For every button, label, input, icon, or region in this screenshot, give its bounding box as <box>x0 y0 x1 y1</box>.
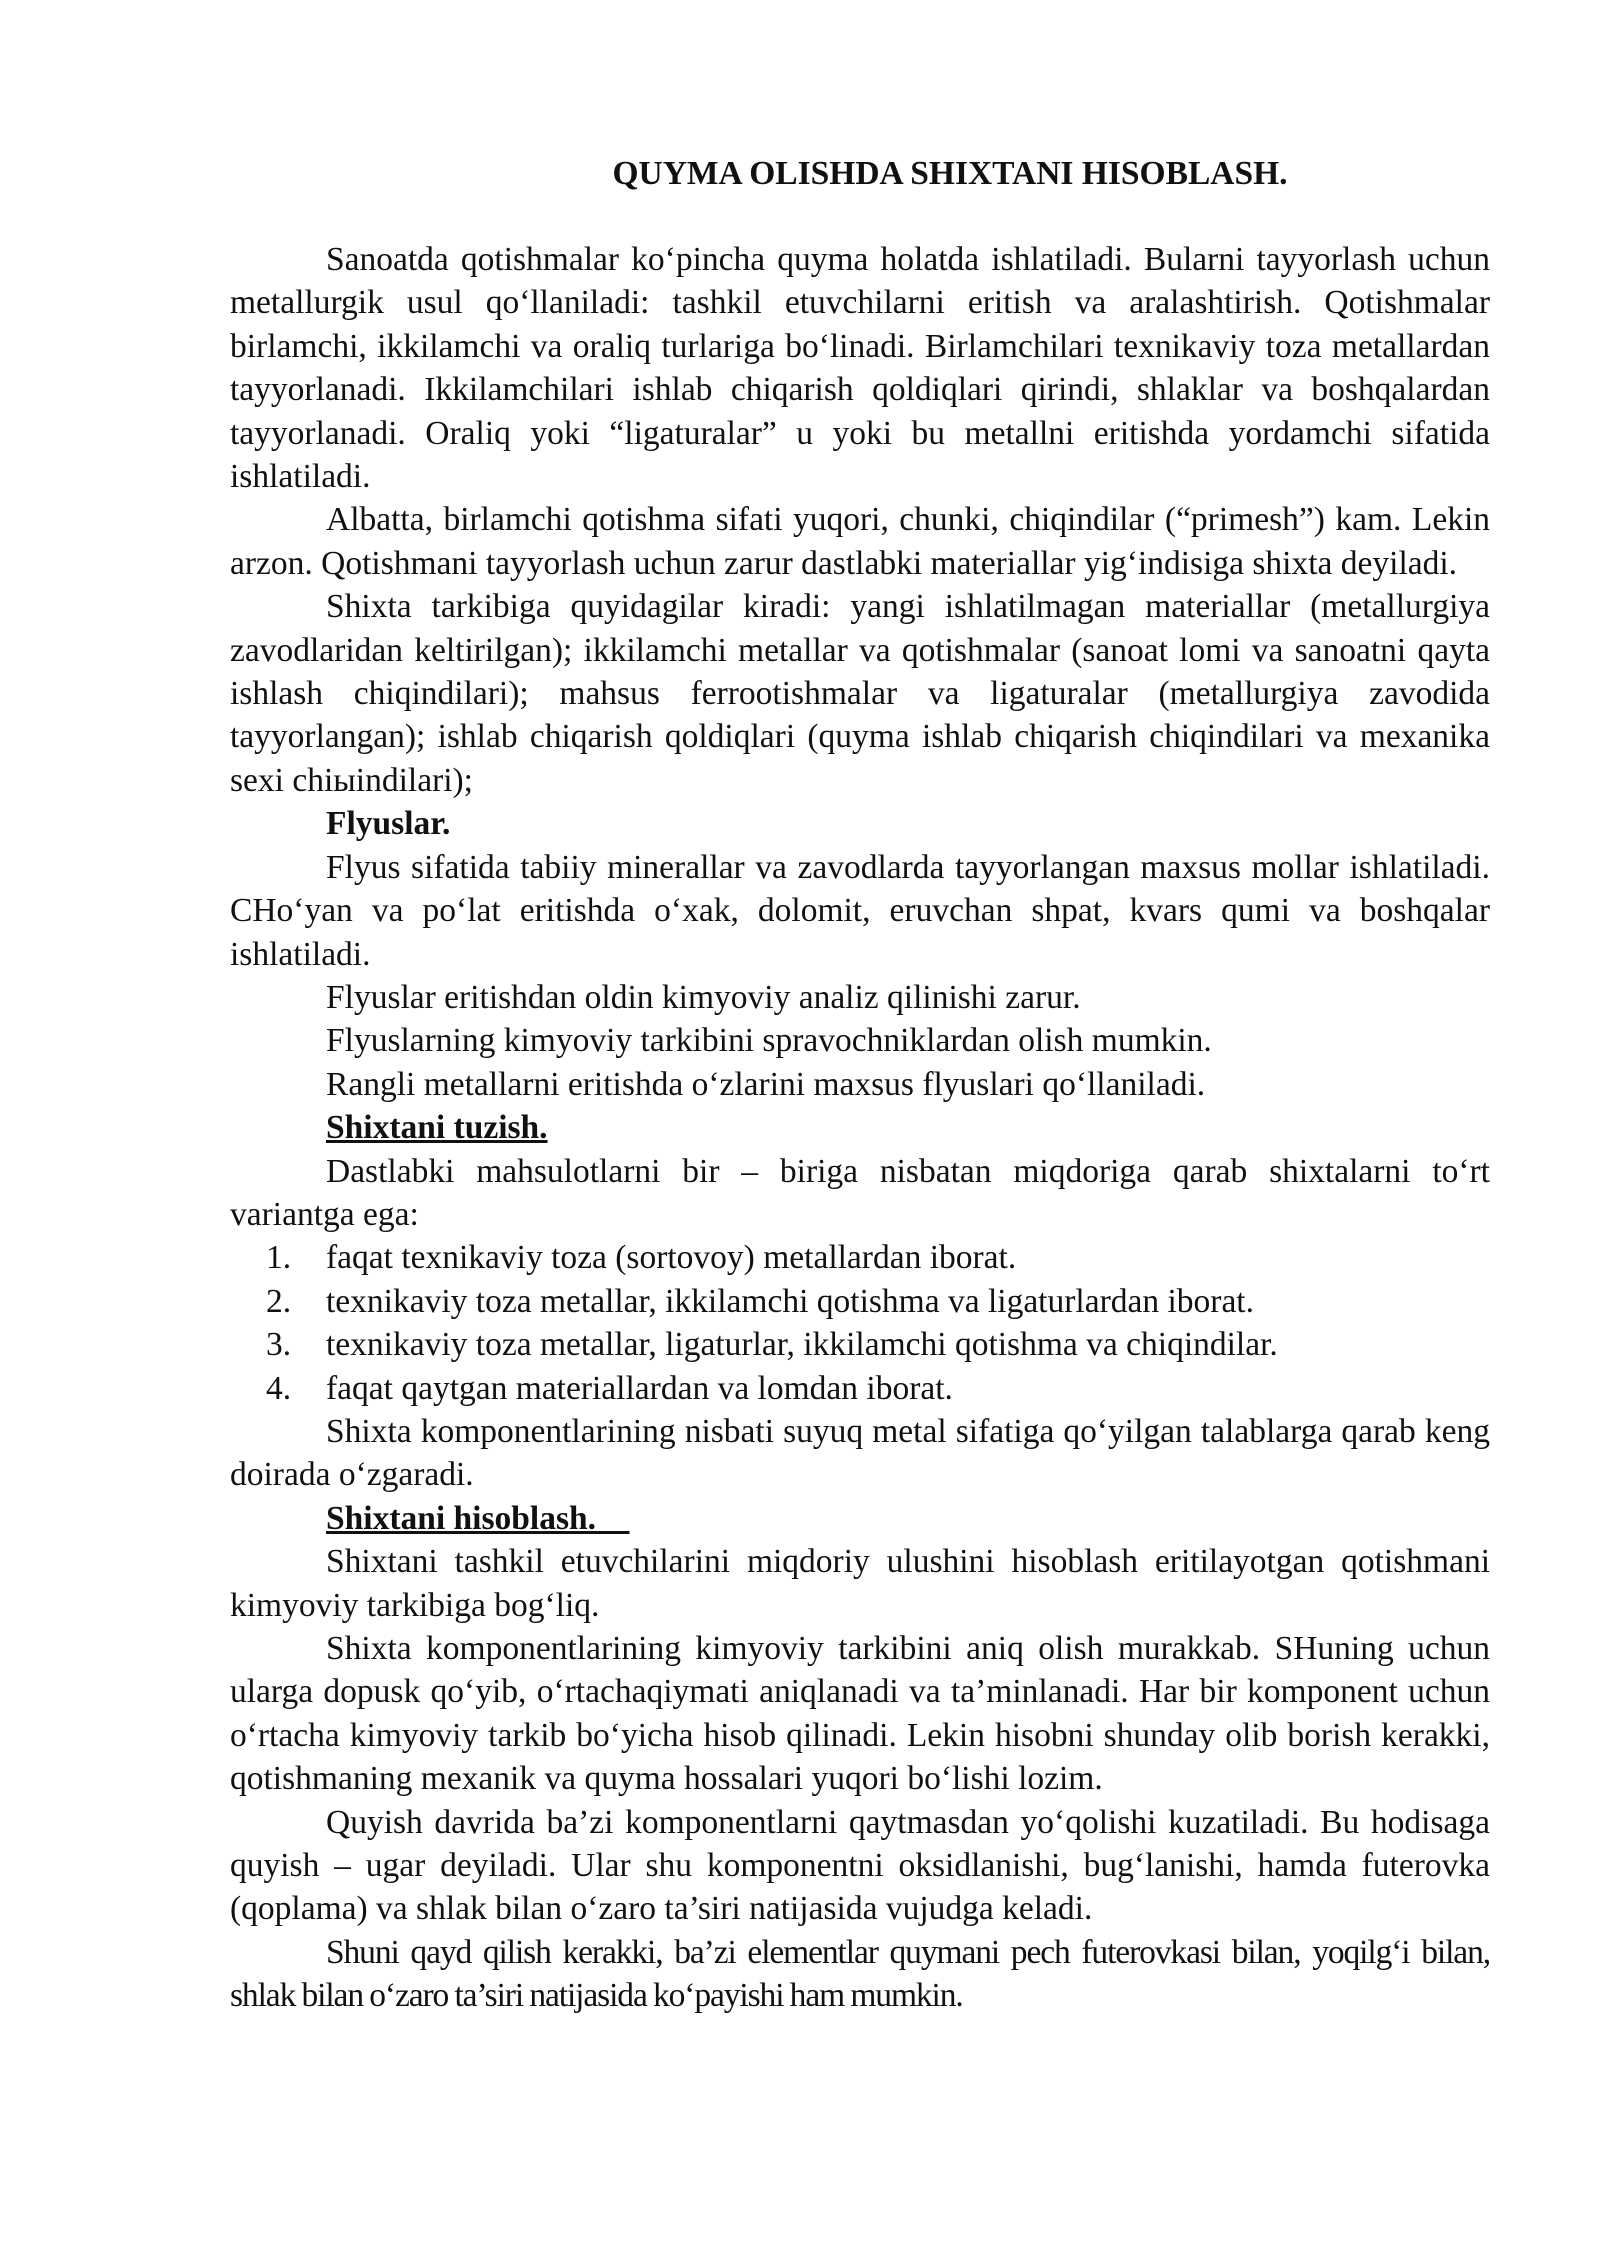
list-item <box>230 1236 1490 1279</box>
list-item-text: faqat texnikaviy toza (sortovoy) metallardan iborat. <box>326 1239 1017 1277</box>
paragraph: Shuni qayd qilish kerakki, ba’zi elementlar quymani pech futerovkasi bilan, yoqilg‘i bilan, shlak bilan o‘zaro ta’siri natijasida ko‘payishi ham mumkin. <box>230 1933 1490 2015</box>
heading-text: Shixtani hisoblash. <box>326 1499 596 1537</box>
paragraph: Quyish davrida ba’zi komponentlarni qaytmasdan yo‘qolishi kuzatiladi. Bu hodisaga quyish – ugar deyiladi. Ular shu komponentni oksidlanishi, bug‘lanishi, hamda futerovka (qoplama) va shlak bilan o‘zaro ta’siri natijasida vujudga keladi. <box>230 1803 1490 1928</box>
list-item <box>230 1323 1490 1366</box>
list-number: 2. <box>266 1282 292 1320</box>
list-number: 1. <box>266 1239 292 1277</box>
paragraph: Shixta tarkibiga quyidagilar kiradi: yangi ishlatilmagan materiallar (metallurgiya zavodlaridan keltirilgan); ikkilamchi metallar va qotishmalar (sanoat lomi va sanoatni qayta ishlash chiqindilari); mahsus ferrootishmalar va ligaturalar (metallurgiya zavodida tayyorlangan); ishlab chiqarish qoldiqlari (quyma ishlab chiqarish chiqindilari va mexanika sexi chiыindilari); <box>230 588 1490 799</box>
paragraph: Sanoatda qotishmalar ko‘pincha quyma holatda ishlatiladi. Bularni tayyorlash uchun metallurgik usul qo‘llaniladi: tashkil etuvchilarni eritish va aralashtirish. Qotishmalar birlamchi, ikkilamchi va oraliq turlariga bo‘linadi. Birlamchilari texnikaviy toza metallardan tayyorlanadi. Ikkilamchilari ishlab chiqarish qoldiqlari qirindi, shlaklar va boshqalardan tayyorlanadi. Oraliq yoki “ligaturalar” u yoki bu metallni eritishda yordamchi sifatida ishlatiladi. <box>230 241 1490 496</box>
document-page <box>230 140 1490 2018</box>
list-item-text: texnikaviy toza metallar, ikkilamchi qotishma va ligaturlardan iborat. <box>326 1282 1254 1320</box>
list-item-text: texnikaviy toza metallar, ligaturlar, ikkilamchi qotishma va chiqindilar. <box>326 1326 1278 1364</box>
list-item-text: faqat qaytgan materiallardan va lomdan iborat. <box>326 1369 953 1407</box>
list-item <box>230 1280 1490 1323</box>
list-number: 3. <box>266 1326 292 1364</box>
paragraph: Shixta komponentlarining nisbati suyuq metal sifatiga qo‘yilgan talablarga qarab keng doirada o‘zgaradi. <box>230 1412 1490 1494</box>
section-heading-flyuslar: Flyuslar. <box>326 805 451 843</box>
paragraph: Flyus sifatida tabiiy minerallar va zavodlarda tayyorlangan maxsus mollar ishlatiladi. CHo‘yan va po‘lat eritishda o‘xak, dolomit, eruvchan shpat, kvars qumi va boshqalar ishlatiladi. <box>230 848 1490 973</box>
list-number: 4. <box>266 1369 292 1407</box>
paragraph: Shixta komponentlarining kimyoviy tarkibini aniq olish murakkab. SHuning uchun ularga dopusk qo‘yib, o‘rtachaqiymati aniqlanadi va ta’minlanadi. Har bir komponent uchun o‘rtacha kimyoviy tarkib bo‘yicha hisob qilinadi. Lekin hisobni shunday olib borish kerakki, qotishmaning mexanik va quyma hossalari yuqori bo‘lishi lozim. <box>230 1630 1490 1798</box>
heading-text: Shixtani tuzish. <box>326 1109 548 1147</box>
paragraph: Flyuslar eritishdan oldin kimyoviy analiz qilinishi zarur. <box>326 978 1081 1016</box>
paragraph: Albatta, birlamchi qotishma sifati yuqori, chunki, chiqindilar (“primesh”) kam. Lekin arzon. Qotishmani tayyorlash uchun zarur dastlabki materiallar yig‘indisiga shixta deyiladi. <box>230 501 1490 582</box>
heading-underline-tail <box>596 1500 630 1537</box>
paragraph: Rangli metallarni eritishda o‘zlarini maxsus flyuslari qo‘llaniladi. <box>326 1065 1206 1103</box>
variant-list <box>230 1236 1490 1410</box>
paragraph: Shixtani tashkil etuvchilarini miqdoriy ulushini hisoblash eritilayotgan qotishmani kimyoviy tarkibiga bog‘liq. <box>230 1543 1490 1624</box>
section-heading-shixtani-hisoblash <box>230 1497 1490 1540</box>
paragraph: Flyuslarning kimyoviy tarkibini spravochniklardan olish mumkin. <box>326 1022 1212 1060</box>
section-heading-shixtani-tuzish <box>230 1106 1490 1149</box>
list-item <box>230 1367 1490 1410</box>
paragraph: Dastlabki mahsulotlarni bir – biriga nisbatan miqdoriga qarab shixtalarni to‘rt variantga ega: <box>230 1152 1490 1233</box>
document-title: QUYMA OLISHDA SHIXTANI HISOBLASH. <box>612 155 1288 192</box>
